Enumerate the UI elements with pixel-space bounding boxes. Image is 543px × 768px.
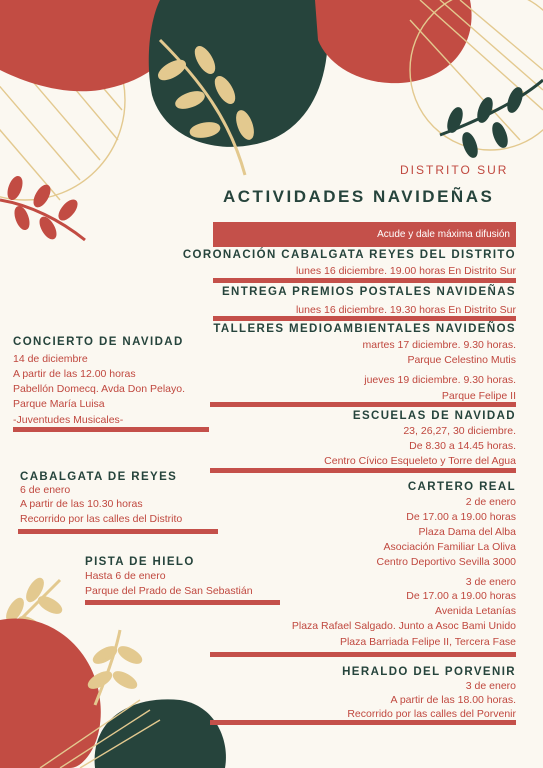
cartero-line-1: 2 de enero xyxy=(465,496,516,508)
divider xyxy=(210,468,516,473)
talleres-title: TALLERES MEDIOAMBIENTALES NAVIDEÑOS xyxy=(213,323,516,335)
cartero-line-10: Plaza Barriada Felipe II, Tercera Fase xyxy=(339,636,516,648)
concierto-line-3: Pabellón Domecq. Avda Don Pelayo. xyxy=(13,383,185,395)
cartero-line-9: Plaza Rafael Salgado. Junto a Asoc Bami Unido xyxy=(291,620,516,632)
coronacion-date: lunes 16 diciembre. 19.00 horas En Distrito Sur xyxy=(295,265,516,277)
cabalgata-line-2: A partir de las 10.30 horas xyxy=(20,498,143,510)
heraldo-line-3: Recorrido por las calles del Porvenir xyxy=(347,708,516,720)
talleres-line-2: Parque Celestino Mutis xyxy=(407,354,516,366)
escuelas-line-3: Centro Cívico Esqueleto y Torre del Agua xyxy=(324,455,516,467)
divider xyxy=(85,600,280,605)
divider xyxy=(210,402,516,407)
cartero-line-8: Avenida Letanías xyxy=(435,605,516,617)
divider xyxy=(13,427,209,432)
banner-text: Acude y dale máxima difusión xyxy=(377,229,510,240)
pista-line-2: Parque del Prado de San Sebastián xyxy=(85,585,253,597)
cartero-line-7: De 17.00 a 19.00 horas xyxy=(406,590,516,602)
divider xyxy=(213,316,516,321)
concierto-line-1: 14 de diciembre xyxy=(13,353,88,365)
cabalgata-line-1: 6 de enero xyxy=(20,484,71,496)
talleres-line-4: Parque Felipe II xyxy=(441,390,516,402)
divider xyxy=(213,278,516,283)
divider xyxy=(18,529,218,534)
pista-title: PISTA DE HIELO xyxy=(85,556,195,568)
cartero-title: CARTERO REAL xyxy=(407,481,516,493)
green-fern-right xyxy=(440,80,543,158)
pista-line-1: Hasta 6 de enero xyxy=(85,570,166,582)
cabalgata-line-3: Recorrido por las calles del Distrito xyxy=(20,513,183,525)
cartero-line-6: 3 de enero xyxy=(465,576,516,588)
divider xyxy=(210,652,516,657)
divider xyxy=(210,720,516,725)
talleres-line-3: jueves 19 diciembre. 9.30 horas. xyxy=(364,374,516,386)
heraldo-line-2: A partir de las 18.00 horas. xyxy=(390,694,516,706)
cartero-line-5: Centro Deportivo Sevilla 3000 xyxy=(376,556,516,568)
bottom-red-blob xyxy=(0,618,101,768)
cartero-line-3: Plaza Dama del Alba xyxy=(418,526,516,538)
escuelas-line-2: De 8.30 a 14.45 horas. xyxy=(409,440,516,452)
escuelas-line-1: 23, 26,27, 30 diciembre. xyxy=(403,425,516,437)
page-title: ACTIVIDADES NAVIDEÑAS xyxy=(223,187,495,206)
coronacion-title: CORONACIÓN CABALGATA REYES DEL DISTRITO xyxy=(182,249,516,261)
escuelas-title: ESCUELAS DE NAVIDAD xyxy=(352,410,516,422)
red-fern-left xyxy=(0,176,85,240)
cartero-line-4: Asociación Familiar La Oliva xyxy=(383,541,516,553)
cabalgata-title: CABALGATA DE REYES xyxy=(20,471,178,483)
concierto-line-4: Parque María Luisa xyxy=(13,398,105,410)
concierto-title: CONCIERTO DE NAVIDAD xyxy=(13,336,184,348)
banner xyxy=(213,222,516,247)
premios-date: lunes 16 diciembre. 19.30 horas En Distrito Sur xyxy=(295,304,516,316)
cartero-line-2: De 17.00 a 19.00 horas xyxy=(406,511,516,523)
top-right-red-blob xyxy=(315,0,472,83)
concierto-line-2: A partir de las 12.00 horas xyxy=(13,368,136,380)
talleres-line-1: martes 17 diciembre. 9.30 horas. xyxy=(362,339,516,351)
district-label: DISTRITO SUR xyxy=(400,163,509,177)
heraldo-line-1: 3 de enero xyxy=(465,680,516,692)
concierto-line-5: -Juventudes Musicales- xyxy=(13,414,124,426)
premios-title: ENTREGA PREMIOS POSTALES NAVIDEÑAS xyxy=(221,286,516,298)
heraldo-title: HERALDO DEL PORVENIR xyxy=(342,666,516,678)
